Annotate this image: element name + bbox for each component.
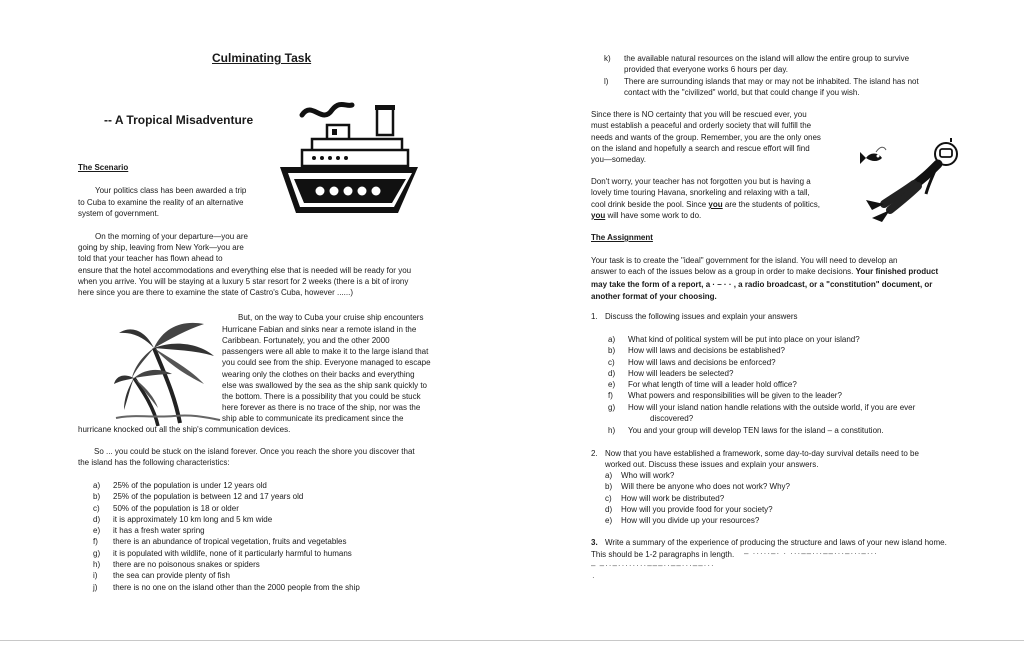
assignment-line: another format of your choosing. — [591, 292, 717, 301]
list-item: a) What kind of political system will be put into place on your island? — [608, 335, 860, 344]
list-item: c) How will laws and decisions be enforced? — [608, 357, 776, 367]
scenario-line: But, on the way to Cuba your cruise ship encounters — [238, 313, 424, 322]
assignment-line: answer to each of the issues below as a group in order to make decisions. Your finished product — [591, 267, 939, 276]
list-item: b) How will laws and decisions be established? — [608, 346, 785, 356]
ship-illustration — [272, 95, 422, 225]
page-title: Culminating Task — [212, 51, 312, 65]
question-1-num: 1. — [591, 312, 598, 321]
scenario-line: here forever as there is no trace of the ship, nor was the — [222, 403, 421, 412]
assignment-line: may take the form of a report, a · – · · , a radio broadcast, or a "constitution" document, or — [591, 280, 933, 289]
list-item: h) You and your group will develop TEN laws for the island – a constitution. — [608, 426, 884, 435]
scenario-line: to Cuba to examine the reality of an alternative — [78, 198, 244, 207]
list-item: a) 25% of the population is under 12 years old — [93, 481, 267, 490]
scan-artifact: · — [592, 573, 596, 582]
palm-trees-illustration — [114, 318, 222, 428]
page-bottom-rule — [0, 640, 1024, 641]
snorkeler-illustration — [852, 138, 964, 234]
scenario-line: else was swallowed by the sea as the ship sank quickly to — [222, 381, 427, 390]
scenario-line: On the morning of your departure—you are — [95, 232, 248, 241]
list-item: e) it has a fresh water spring — [93, 526, 205, 536]
list-item: k) the available natural resources on the island will allow the entire group to survive — [604, 54, 910, 63]
list-item: c) How will work be distributed? — [605, 493, 725, 503]
scan-artifact: – ·····–· · ···––···––···–···–··· — [744, 549, 878, 558]
scenario-line: So ... you could be stuck on the island forever. Once you reach the shore you discover that — [94, 447, 415, 456]
characteristics-cont — [604, 53, 919, 98]
scenario-line: the island has the following characteristics: — [78, 458, 230, 467]
list-item: a) Who will work? — [605, 471, 675, 480]
assignment-heading: The Assignment — [591, 233, 653, 242]
list-item: d) How will you provide food for your society? — [605, 504, 773, 514]
list-item: g) it is populated with wildlife, none of it particularly harmful to humans — [93, 548, 352, 558]
scenario-line: ship able to communicate its predicament since the — [222, 414, 404, 423]
certainty-line: on the island and hopefully a search and rescue effort will find — [591, 144, 810, 153]
list-item: c) 50% of the population is 18 or older — [93, 503, 239, 513]
scenario-line: passengers were all able to make it to the large island that — [222, 347, 429, 356]
list-item: b) Will there be anyone who does not work? Why? — [605, 482, 790, 492]
question-3-num: 3. — [591, 538, 598, 547]
list-item: e) For what length of time will a leader hold office? — [608, 380, 797, 390]
certainty-line: you—someday. — [591, 155, 646, 164]
scenario-line: Caribbean. Fortunately, you and the other 2000 — [222, 336, 390, 345]
characteristics-list — [93, 480, 360, 593]
list-item: d) How will leaders be selected? — [608, 368, 734, 378]
question-3-line: This should be 1-2 paragraphs in length. — [591, 550, 735, 559]
certainty-line: needs and wants of the group. Remember, you are the only ones — [591, 133, 821, 142]
scenario-line: Hurricane Fabian and sinks near a remote island in the — [222, 325, 417, 334]
list-item: l) There are surrounding islands that may or may not be inhabited. The island has not — [604, 76, 919, 86]
question-3-line: Write a summary of the experience of producing the structure and laws of your new island home. — [605, 538, 947, 547]
list-item: d) it is approximately 10 km long and 5 km wide — [93, 514, 273, 524]
scenario-line: hurricane knocked out all the ship's communication devices. — [78, 425, 291, 434]
worry-line: lovely time touring Havana, snorkeling and relaxing with a tall, — [591, 188, 810, 197]
question-2-line: worked out. Discuss these issues and explain your answers. — [605, 460, 819, 469]
scenario-line: you could see from the ship. Everyone managed to escape — [222, 358, 431, 367]
scenario-line: told that your teacher has flown ahead to — [78, 254, 223, 263]
scenario-line: ensure that the hotel accommodations and everything else that is needed will be ready for you — [78, 266, 412, 275]
scenario-line: the bottom. There is a possibility that you could be stuck — [222, 392, 421, 401]
list-item: i) the sea can provide plenty of fish — [93, 571, 230, 581]
list-item: f) What powers and responsibilities will be given to the leader? — [608, 391, 842, 401]
certainty-line: Since there is NO certainty that you will be rescued ever, you — [591, 110, 807, 119]
worry-line: you will have some work to do. — [591, 211, 702, 220]
list-item: contact with the "civilized" world, but that could change if you wish. — [624, 87, 860, 97]
list-item: discovered? — [650, 414, 694, 424]
scan-artifact: – –··–········–––··––···––··· — [591, 561, 715, 570]
list-item: f) there is an abundance of tropical vegetation, fruits and vegetables — [93, 537, 347, 547]
scenario-line: when you arrive. You will be staying at a luxury 5 star resort for 2 weeks (there is a bit of irony — [78, 277, 409, 286]
list-item: g) How will your island nation handle relations with the outside world, if you are ever — [608, 402, 916, 412]
question-2-line: Now that you have established a framework, some day-to-day survival details need to be — [605, 449, 919, 458]
question-1-h — [608, 425, 884, 436]
list-item: provided that everyone works 6 hours per day. — [624, 65, 788, 75]
scenario-heading: The Scenario — [78, 163, 129, 172]
worry-line: cool drink beside the pool. Since you are the students of politics, — [591, 200, 821, 209]
list-item: h) there are no poisonous snakes or spiders — [93, 560, 260, 570]
question-1: Discuss the following issues and explain your answers — [605, 312, 798, 321]
worry-line: Don't worry, your teacher has not forgotten you but is having a — [591, 177, 811, 186]
scenario-line: wearing only the clothes on their backs and everything — [222, 370, 415, 379]
question-1-list — [608, 334, 915, 424]
question-2-list — [605, 470, 790, 526]
list-item: b) 25% of the population is between 12 and 17 years old — [93, 492, 304, 502]
scenario-line: going by ship, leaving from New York—you are — [78, 243, 244, 252]
question-2-num: 2. — [591, 449, 598, 458]
right-page — [512, 0, 1024, 652]
scenario-line: here since you are there to examine the state of Castro's Cuba, however ......) — [78, 288, 353, 297]
scenario-line: system of government. — [78, 209, 159, 218]
list-item: e) How will you divide up your resources? — [605, 516, 760, 526]
page-subtitle: -- A Tropical Misadventure — [104, 113, 254, 127]
scenario-line: Your politics class has been awarded a trip — [95, 186, 247, 195]
list-item: j) there is no one on the island other than the 2000 people from the ship — [93, 582, 360, 592]
assignment-line: Your task is to create the "ideal" government for the island. You will need to develop an — [591, 256, 898, 265]
certainty-line: must establish a peaceful and orderly society that will fulfill the — [591, 121, 812, 130]
